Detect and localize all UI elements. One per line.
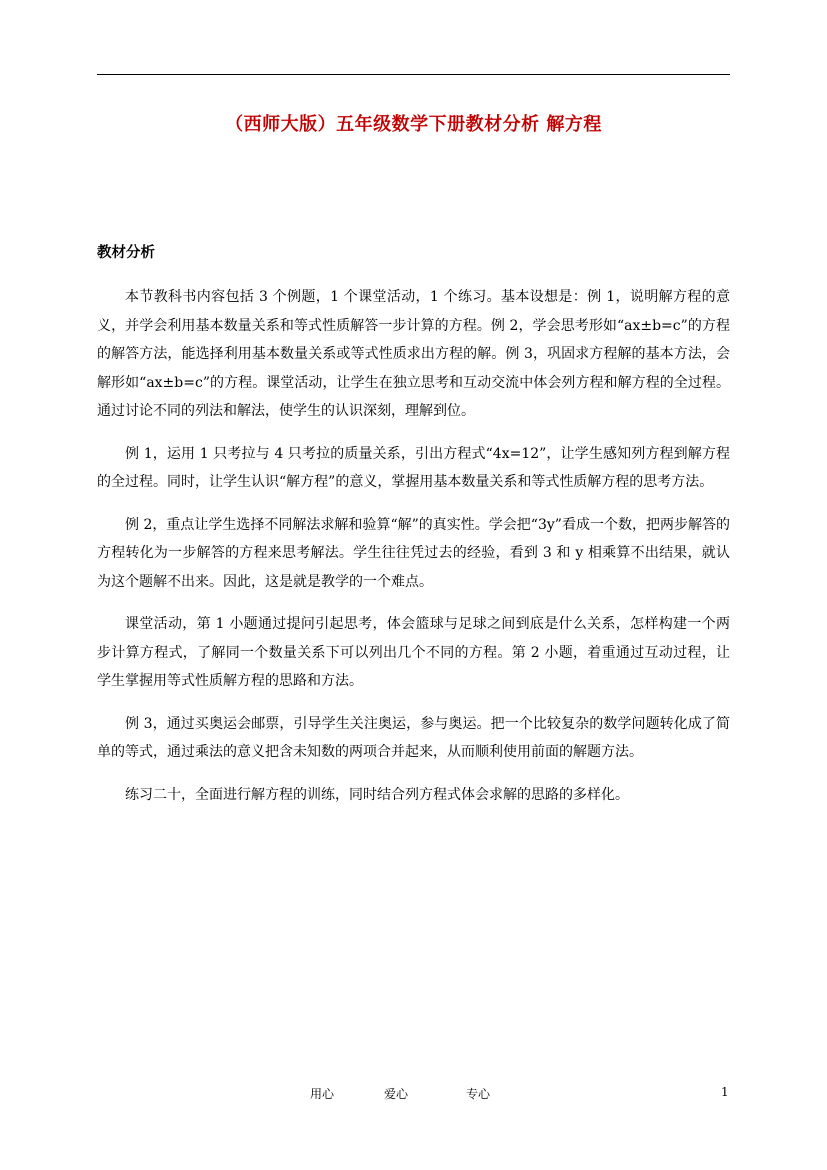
paragraph-example-2: 例 2，重点让学生选择不同解法求解和验算“解”的真实性。学会把“3y”看成一个数，把两步解答的方程转化为一步解答的方程来思考解法。学生往往凭过去的经验，看到 3 和 y 相乘算不出结果，就认为这个题解不出来。因此，这是就是教学的一个难点。	[97, 516, 730, 590]
paragraph-class-activity: 课堂活动，第 1 小题通过提问引起思考，体会篮球与足球之间到底是什么关系，怎样构建一个两步计算方程式，了解同一个数量关系下可以列出几个不同的方程。第 2 小题，着重通过互动过程，让学生掌握用等式性质解方程的思路和方法。	[97, 616, 730, 689]
document-title: （西师大版）五年级数学下册教材分析 解方程	[225, 114, 602, 135]
paragraph-example-3: 例 3，通过买奥运会邮票，引导学生关注奥运，参与奥运。把一个比较复杂的数学问题转化成了简单的等式，通过乘法的意义把含未知数的两项合并起来，从而顺利使用前面的解题方法。	[97, 715, 730, 760]
page-number: 1	[721, 1085, 729, 1099]
footer-motto-2: 爱心	[384, 1087, 409, 1101]
paragraph-example-1: 例 1，运用 1 只考拉与 4 只考拉的质量关系，引出方程式“4x=12”，让学生感知列方程到解方程的全过程。同时，让学生认识“解方程”的意义，掌握用基本数量关系和等式性质解方程的思考方法。	[97, 445, 730, 490]
body-text	[97, 283, 730, 823]
footer-motto-1: 用心	[310, 1087, 335, 1101]
paragraph-overview: 本节教科书内容包括 3 个例题，1 个课堂活动，1 个练习。基本设想是：例 1，说明解方程的意义，并学会利用基本数量关系和等式性质解答一步计算的方程。例 2，学会思考形如“ax±b=c”的方程的解答方法，能选择利用基本数量关系或等式性质求出方程的解。例 3，巩固求方程解的基本方法，会解形如“ax±b=c”的方程。课堂活动，让学生在独立思考和互动交流中体会列方程和解方程的全过程。通过讨论不同的列法和解法，使学生的认识深刻，理解到位。	[97, 289, 730, 419]
page-footer	[0, 1085, 827, 1105]
footer-motto-3: 专心	[466, 1087, 491, 1101]
paragraph-exercise-20: 练习二十，全面进行解方程的训练，同时结合列方程式体会求解的思路的多样化。	[125, 786, 629, 803]
header-rule	[97, 74, 730, 75]
section-heading: 教材分析	[97, 245, 155, 261]
